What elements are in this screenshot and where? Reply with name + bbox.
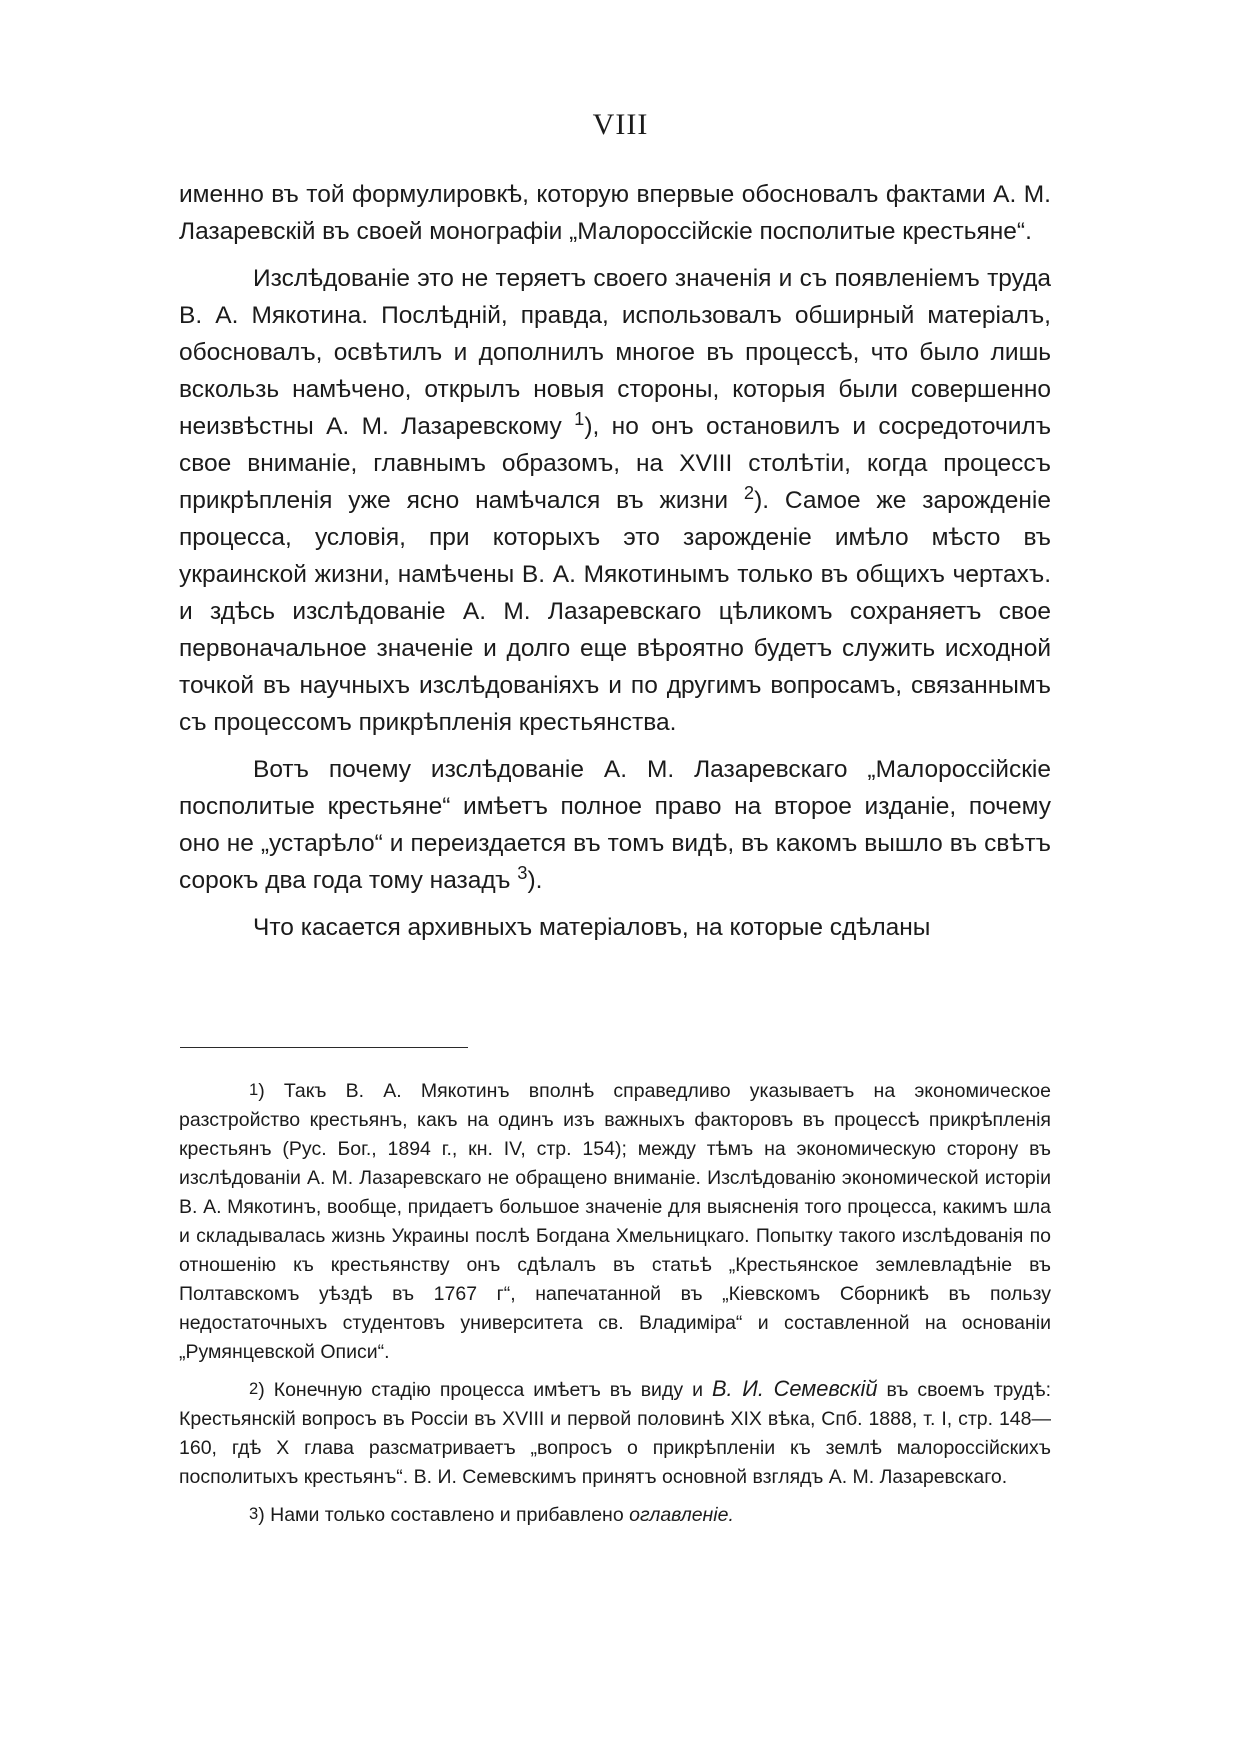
footnote-2-text-b: въ своемъ трудѣ: Крестьянскій вопросъ въ Россіи въ XVIII и первой половинѣ XIX вѣка, Спб. 1888, т. I, стр. 148—160, гдѣ X глава разсматриваетъ „вопросъ о прикрѣпленіи къ землѣ малороссійскихъ посполитыхъ крестьянъ“. В. И. Семевскимъ принятъ основной взглядъ А. М. Лазаревскаго. <box>179 1379 1052 1488</box>
main-text <box>179 176 1051 946</box>
paragraph-3-part-b: ). <box>527 867 543 894</box>
footnote-3 <box>179 1499 1051 1530</box>
footnote-3-italic: оглавленіе. <box>629 1504 734 1526</box>
paragraph-1: именно въ той формулировкѣ, которую впервые обосновалъ фактами А. М. Лазаревскій въ своей монографіи „Малороссійскіе посполитые крестьяне“. <box>179 181 1051 245</box>
footnote-ref-1[interactable]: 1 <box>574 407 585 429</box>
paragraph-3-part-a: Вотъ почему изслѣдованіе А. М. Лазаревскаго „Малороссійскіе посполитые крестьяне“ имѣетъ полное право на второе изданіе, почему оно не „устарѣло“ и переиздается въ томъ видѣ, въ какомъ вышло въ свѣтъ сорокъ два года тому назадъ <box>179 756 1051 894</box>
footnote-2 <box>179 1374 1051 1492</box>
footnotes <box>179 1075 1051 1530</box>
paragraph-2-part-b: ), но онъ остановилъ и сосредоточилъ свое вниманіе, главнымъ образомъ, на XVIII столѣтіи, когда процессъ прикрѣпленія уже ясно намѣчался въ жизни <box>179 413 1052 514</box>
footnote-1-text: ) Такъ В. А. Мякотинъ вполнѣ справедливо указываетъ на экономическое разстройство крестьянъ, какъ на одинъ изъ важныхъ факторовъ въ процессѣ прикрѣпленія крестьянъ (Рус. Бог., 1894 г., кн. IV, стр. 154); между тѣмъ на экономическую сторону въ изслѣдованіи А. М. Лазаревскаго не обращено вниманіе. Изслѣдованію экономической исторіи В. А. Мякотинъ, вообще, придаетъ большое значеніе для выясненія того процесса, какимъ шла и складывалась жизнь Украины послѣ Богдана Хмельницкаго. Попытку такого изслѣдованія по отношенію къ крестьянству онъ сдѣлалъ въ статьѣ „Крестьянское землевладѣніе въ Полтавскомъ уѣздѣ въ 1767 г“, напечатанной въ „Кіевскомъ Сборникѣ въ пользу недостаточныхъ студентовъ университета св. Владиміра“ и составленной на основаніи „Румянцевской Описи“. <box>179 1080 1051 1363</box>
footnote-ref-2[interactable]: 2 <box>743 481 755 503</box>
page-number: VIII <box>592 108 649 141</box>
paragraph-2-part-a: Изслѣдованіе это не теряетъ своего значенія и съ появленіемъ труда В. А. Мякотина. Послѣдній, правда, использовалъ обширный матеріалъ, обосновалъ, освѣтилъ и дополнилъ многое въ процессѣ, что было лишь вскользь намѣчено, открылъ новыя стороны, которыя были совершенно неизвѣстны А. М. Лазаревскому <box>179 265 1051 440</box>
footnote-ref-3[interactable]: 3 <box>517 861 528 883</box>
footnote-2-author: В. И. Семевскій <box>712 1376 878 1401</box>
paragraph-3 <box>179 751 1051 899</box>
paragraph-2 <box>179 260 1051 741</box>
footnote-1-number: 1 <box>249 1080 259 1099</box>
footnote-3-text: ) Нами только составлено и прибавлено <box>258 1504 624 1526</box>
footnote-3-number: 3 <box>249 1504 259 1523</box>
footnote-2-number: 2 <box>249 1379 259 1398</box>
footnote-1 <box>179 1075 1051 1367</box>
footnote-2-text-a: ) Конечную стадію процесса имѣетъ въ виду и <box>258 1379 703 1401</box>
footnote-divider <box>180 1047 468 1048</box>
paragraph-2-part-c: ). Самое же зарожденіе процесса, условія, при которыхъ это зарожденіе имѣло мѣсто въ украинской жизни, намѣчены В. А. Мякотинымъ только въ общихъ чертахъ. и здѣсь изслѣдованіе А. М. Лазаревскаго цѣликомъ сохраняетъ свое первоначальное значеніе и долго еще вѣроятно будетъ служить исходной точкой въ научныхъ изслѣдованіяхъ и по другимъ вопросамъ, связаннымъ съ процессомъ прикрѣпленія крестьянства. <box>179 487 1051 736</box>
paragraph-4: Что касается архивныхъ матеріаловъ, на которые сдѣланы <box>253 914 931 941</box>
